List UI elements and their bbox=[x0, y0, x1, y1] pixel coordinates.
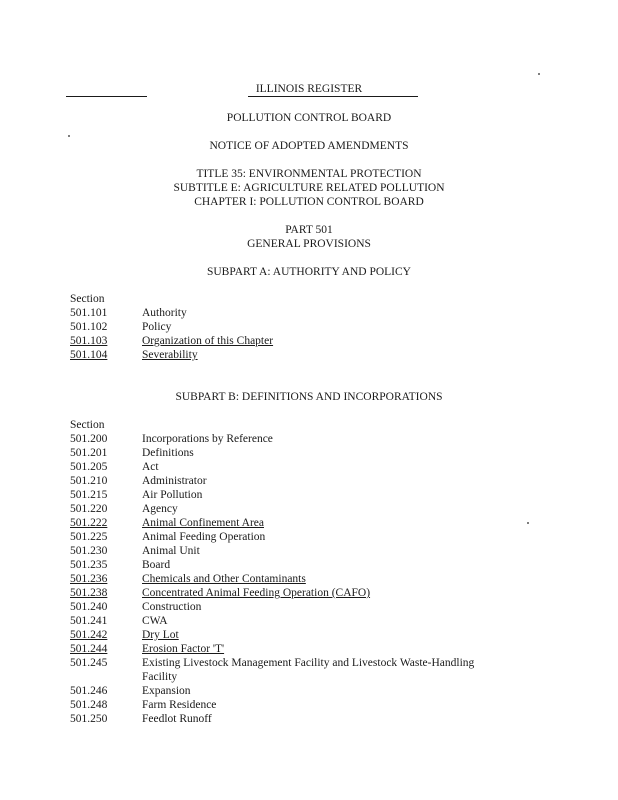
section-number: 501.104 bbox=[70, 349, 108, 361]
section-title: Animal Confinement Area bbox=[142, 517, 264, 529]
subpart-b-heading: SUBPART B: DEFINITIONS AND INCORPORATIONS bbox=[175, 391, 443, 403]
section-number: 501.230 bbox=[70, 545, 108, 557]
toc-row bbox=[70, 629, 570, 643]
section-number: 501.220 bbox=[70, 503, 108, 515]
section-number: 501.238 bbox=[70, 587, 108, 599]
toc-row bbox=[70, 531, 570, 545]
toc-row bbox=[70, 461, 570, 475]
toc-row bbox=[70, 713, 570, 727]
section-title: Erosion Factor 'T' bbox=[142, 643, 225, 655]
toc-row bbox=[70, 559, 570, 573]
section-title: Policy bbox=[142, 321, 172, 333]
section-title-continuation: Facility bbox=[142, 671, 178, 683]
section-number: 501.215 bbox=[70, 489, 108, 501]
section-title: Chemicals and Other Contaminants bbox=[142, 573, 306, 585]
toc-row bbox=[70, 685, 570, 699]
section-number: 501.245 bbox=[70, 657, 108, 669]
section-title: Incorporations by Reference bbox=[142, 433, 273, 445]
chapter-line: CHAPTER I: POLLUTION CONTROL BOARD bbox=[194, 196, 424, 208]
section-title: Definitions bbox=[142, 447, 194, 459]
section-title: Organization of this Chapter bbox=[142, 335, 274, 347]
title-line: TITLE 35: ENVIRONMENTAL PROTECTION bbox=[196, 168, 422, 180]
section-title: Construction bbox=[142, 601, 202, 613]
section-title: Authority bbox=[142, 307, 187, 319]
subtitle-line: SUBTITLE E: AGRICULTURE RELATED POLLUTION bbox=[173, 182, 445, 194]
toc-row bbox=[70, 503, 570, 517]
section-number: 501.248 bbox=[70, 699, 108, 711]
part-number: PART 501 bbox=[285, 224, 333, 236]
section-number: 501.235 bbox=[70, 559, 108, 571]
section-title: Animal Unit bbox=[142, 545, 200, 557]
toc-row bbox=[70, 587, 570, 601]
section-number: 501.244 bbox=[70, 643, 108, 655]
section-number: 501.246 bbox=[70, 685, 108, 697]
section-title: Severability bbox=[142, 349, 198, 361]
toc-row bbox=[70, 643, 570, 657]
toc-row bbox=[70, 545, 570, 559]
toc-row bbox=[70, 601, 570, 615]
section-number: 501.222 bbox=[70, 517, 108, 529]
register-title: ILLINOIS REGISTER bbox=[255, 83, 363, 95]
section-title: Board bbox=[142, 559, 171, 571]
toc-row bbox=[70, 447, 570, 461]
section-title: Animal Feeding Operation bbox=[142, 531, 266, 543]
toc-row bbox=[70, 517, 570, 531]
toc-row bbox=[70, 433, 570, 447]
section-title: Concentrated Animal Feeding Operation (CAFO) bbox=[142, 587, 371, 599]
toc-row bbox=[70, 475, 570, 489]
section-number: 501.102 bbox=[70, 321, 108, 333]
header-left-rule bbox=[66, 96, 147, 97]
section-number: 501.241 bbox=[70, 615, 108, 627]
section-title: Administrator bbox=[142, 475, 207, 487]
section-number: 501.236 bbox=[70, 573, 108, 585]
section-number: 501.250 bbox=[70, 713, 108, 725]
section-number: 501.240 bbox=[70, 601, 108, 613]
notice-heading: NOTICE OF ADOPTED AMENDMENTS bbox=[209, 140, 409, 152]
toc-row bbox=[70, 657, 570, 671]
toc-row bbox=[70, 615, 570, 629]
section-number: 501.210 bbox=[70, 475, 108, 487]
register-title-underline bbox=[248, 96, 418, 97]
section-number: 501.225 bbox=[70, 531, 108, 543]
section-column-label: Section bbox=[70, 293, 105, 305]
section-number: 501.101 bbox=[70, 307, 108, 319]
section-number: 501.103 bbox=[70, 335, 108, 347]
section-title: Expansion bbox=[142, 685, 191, 697]
section-title: Air Pollution bbox=[142, 489, 203, 501]
subpart-a-heading: SUBPART A: AUTHORITY AND POLICY bbox=[206, 266, 411, 278]
section-title: Existing Livestock Management Facility and Livestock Waste-Handling bbox=[142, 657, 475, 669]
section-title: Feedlot Runoff bbox=[142, 713, 212, 725]
scan-speck bbox=[68, 135, 70, 137]
section-number: 501.200 bbox=[70, 433, 108, 445]
toc-row bbox=[70, 307, 570, 321]
section-title: Farm Residence bbox=[142, 699, 217, 711]
toc-row bbox=[70, 335, 570, 349]
toc-row bbox=[70, 573, 570, 587]
section-title: CWA bbox=[142, 615, 168, 627]
toc-row bbox=[70, 321, 570, 335]
section-title: Dry Lot bbox=[142, 629, 179, 641]
toc-row bbox=[70, 349, 570, 363]
part-name: GENERAL PROVISIONS bbox=[247, 238, 371, 250]
section-number: 501.201 bbox=[70, 447, 108, 459]
agency-name: POLLUTION CONTROL BOARD bbox=[226, 112, 392, 124]
toc-row bbox=[70, 699, 570, 713]
section-number: 501.205 bbox=[70, 461, 108, 473]
toc-row bbox=[70, 489, 570, 503]
section-title: Agency bbox=[142, 503, 178, 515]
scan-speck bbox=[538, 73, 540, 75]
toc-row-continuation bbox=[70, 671, 570, 685]
section-number: 501.242 bbox=[70, 629, 108, 641]
section-title: Act bbox=[142, 461, 159, 473]
section-column-label: Section bbox=[70, 419, 105, 431]
